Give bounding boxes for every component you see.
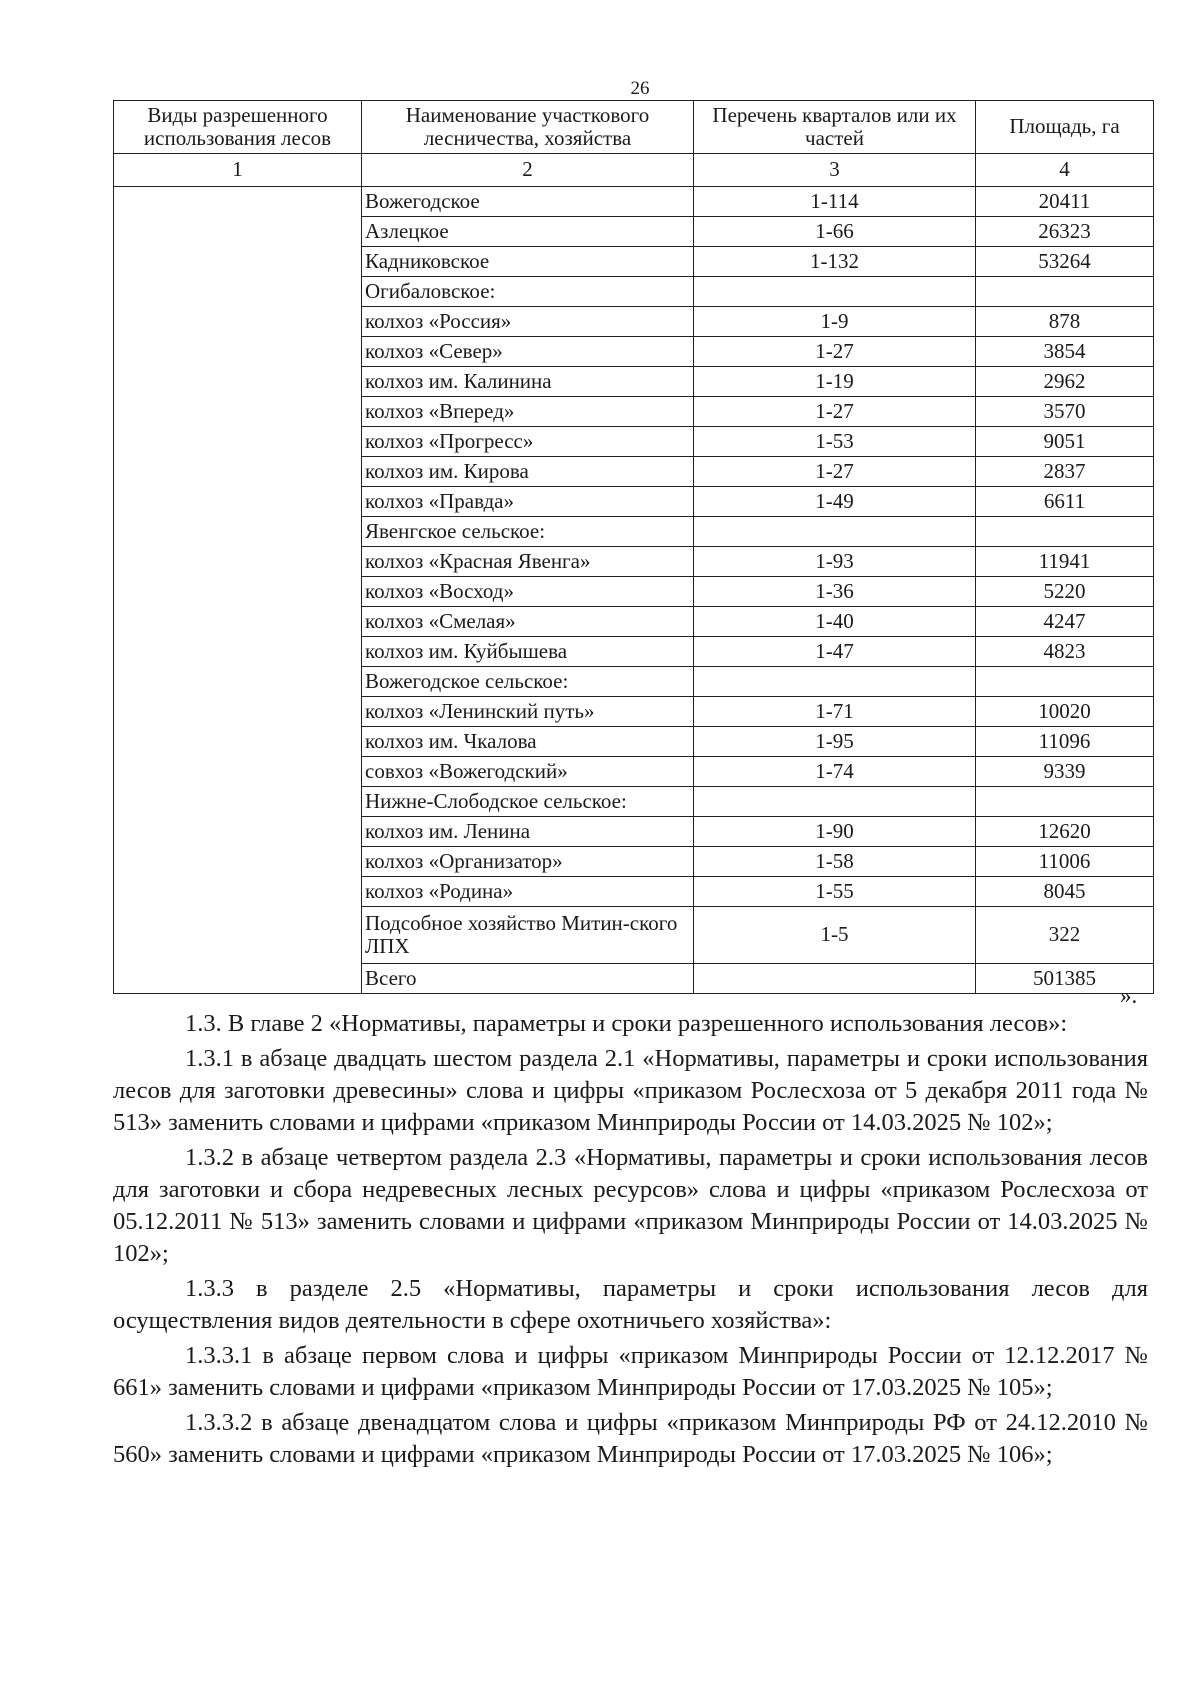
- forestry-name-cell: совхоз «Вожегодский»: [362, 757, 694, 787]
- quarters-cell: 1-132: [694, 247, 976, 277]
- forestry-name-cell: колхоз «Россия»: [362, 307, 694, 337]
- area-cell: [976, 517, 1154, 547]
- page-number: 26: [630, 78, 650, 99]
- quarters-cell: [694, 787, 976, 817]
- table-body: [114, 187, 1154, 994]
- forestry-name-cell: колхоз «Восход»: [362, 577, 694, 607]
- quarters-cell: [694, 667, 976, 697]
- quarters-cell: [694, 277, 976, 307]
- paragraph-1-3: 1.3. В главе 2 «Нормативы, параметры и сроки разрешенного использования лесов»:: [185, 1010, 1068, 1037]
- forestry-name-cell: Всего: [362, 964, 694, 994]
- forest-use-table: [113, 100, 1154, 994]
- area-cell: 9051: [976, 427, 1154, 457]
- forestry-name-cell: Подсобное хозяйство Митин-ского ЛПХ: [362, 907, 694, 964]
- quarters-cell: 1-19: [694, 367, 976, 397]
- quarters-cell: 1-53: [694, 427, 976, 457]
- area-cell: 26323: [976, 217, 1154, 247]
- paragraph-1-3-3: 1.3.3 в разделе 2.5 «Нормативы, параметры и сроки использования лесов для осуществления видов деятельности в сфере охотничьего хозяйства»:: [113, 1275, 1148, 1334]
- area-cell: 3570: [976, 397, 1154, 427]
- forestry-name-cell: Вожегодское сельское:: [362, 667, 694, 697]
- closing-quote: ».: [1120, 983, 1138, 1008]
- quarters-cell: 1-55: [694, 877, 976, 907]
- paragraph-1-3-3-1: 1.3.3.1 в абзаце первом слова и цифры «приказом Минприроды России от 12.12.2017 № 661» заменить словами и цифрами «приказом Минприроды России от 17.03.2025 № 105»;: [113, 1342, 1148, 1401]
- forestry-name-cell: колхоз «Вперед»: [362, 397, 694, 427]
- quarters-cell: 1-114: [694, 187, 976, 217]
- forestry-name-cell: Нижне-Слободское сельское:: [362, 787, 694, 817]
- area-cell: [976, 787, 1154, 817]
- quarters-cell: 1-9: [694, 307, 976, 337]
- area-cell: 20411: [976, 187, 1154, 217]
- area-cell: 2837: [976, 457, 1154, 487]
- quarters-cell: 1-58: [694, 847, 976, 877]
- forestry-name-cell: Явенгское сельское:: [362, 517, 694, 547]
- header-quarters-list: Перечень кварталов или их частей: [694, 101, 976, 154]
- area-cell: 6611: [976, 487, 1154, 517]
- area-cell: 4823: [976, 637, 1154, 667]
- forestry-name-cell: колхоз им. Кирова: [362, 457, 694, 487]
- forestry-name-cell: Вожегодское: [362, 187, 694, 217]
- quarters-cell: 1-47: [694, 637, 976, 667]
- area-cell: 53264: [976, 247, 1154, 277]
- paragraph-1-3-1: 1.3.1 в абзаце двадцать шестом раздела 2.1 «Нормативы, параметры и сроки использования лесов для заготовки древесины» слова и цифры «приказом Рослесхоза от 5 декабря 2011 года № 513» заменить словами и цифрами «приказом Минприроды России от 14.03.2025 № 102»;: [113, 1045, 1148, 1136]
- area-cell: 4247: [976, 607, 1154, 637]
- forestry-name-cell: Огибаловское:: [362, 277, 694, 307]
- kinds-of-use-cell: [114, 187, 362, 994]
- forestry-name-cell: колхоз им. Куйбышева: [362, 637, 694, 667]
- area-cell: 9339: [976, 757, 1154, 787]
- paragraph-1-3-2: 1.3.2 в абзаце четвертом раздела 2.3 «Нормативы, параметры и сроки использования лесов для заготовки и сбора недревесных лесных ресурсов» слова и цифры «приказом Рослесхоза от 05.12.2011 № 513» заменить словами и цифрами «приказом Минприроды России от 14.03.2025 № 102»;: [113, 1144, 1148, 1267]
- header-forestry-name: Наименование участкового лесничества, хозяйства: [362, 101, 694, 154]
- area-cell: 12620: [976, 817, 1154, 847]
- table-header-row: [114, 101, 1154, 154]
- area-cell: 501385: [976, 964, 1154, 994]
- quarters-cell: 1-49: [694, 487, 976, 517]
- forestry-name-cell: колхоз «Организатор»: [362, 847, 694, 877]
- quarters-cell: 1-40: [694, 607, 976, 637]
- area-cell: 11096: [976, 727, 1154, 757]
- area-cell: 8045: [976, 877, 1154, 907]
- area-cell: 11006: [976, 847, 1154, 877]
- quarters-cell: 1-93: [694, 547, 976, 577]
- header-kinds-of-use: Виды разрешенного использования лесов: [114, 101, 362, 154]
- forestry-name-cell: Кадниковское: [362, 247, 694, 277]
- forestry-name-cell: колхоз им. Калинина: [362, 367, 694, 397]
- area-cell: 11941: [976, 547, 1154, 577]
- quarters-cell: 1-71: [694, 697, 976, 727]
- quarters-cell: 1-66: [694, 217, 976, 247]
- forestry-name-cell: колхоз «Север»: [362, 337, 694, 367]
- forestry-name-cell: колхоз «Ленинский путь»: [362, 697, 694, 727]
- column-number: 4: [976, 154, 1154, 187]
- area-cell: 3854: [976, 337, 1154, 367]
- quarters-cell: [694, 964, 976, 994]
- forestry-name-cell: колхоз «Прогресс»: [362, 427, 694, 457]
- column-number: 2: [362, 154, 694, 187]
- column-number: 1: [114, 154, 362, 187]
- quarters-cell: 1-27: [694, 337, 976, 367]
- area-cell: 2962: [976, 367, 1154, 397]
- quarters-cell: 1-36: [694, 577, 976, 607]
- area-cell: 322: [976, 907, 1154, 964]
- quarters-cell: [694, 517, 976, 547]
- header-area: Площадь, га: [976, 101, 1154, 154]
- forestry-name-cell: Азлецкое: [362, 217, 694, 247]
- forestry-name-cell: колхоз «Красная Явенга»: [362, 547, 694, 577]
- paragraph-1-3-3-2: 1.3.3.2 в абзаце двенадцатом слова и цифры «приказом Минприроды РФ от 24.12.2010 № 560» заменить словами и цифрами «приказом Минприроды России от 17.03.2025 № 106»;: [113, 1409, 1148, 1468]
- quarters-cell: 1-74: [694, 757, 976, 787]
- forestry-name-cell: колхоз «Родина»: [362, 877, 694, 907]
- forestry-name-cell: колхоз «Правда»: [362, 487, 694, 517]
- quarters-cell: 1-90: [694, 817, 976, 847]
- area-cell: 5220: [976, 577, 1154, 607]
- table-column-numbers-row: [114, 154, 1154, 187]
- quarters-cell: 1-5: [694, 907, 976, 964]
- forestry-name-cell: колхоз «Смелая»: [362, 607, 694, 637]
- table-row: [114, 187, 1154, 217]
- area-cell: [976, 277, 1154, 307]
- quarters-cell: 1-27: [694, 457, 976, 487]
- amendment-text: [113, 1008, 1148, 1474]
- area-cell: [976, 667, 1154, 697]
- forestry-name-cell: колхоз им. Ленина: [362, 817, 694, 847]
- area-cell: 878: [976, 307, 1154, 337]
- area-cell: 10020: [976, 697, 1154, 727]
- forestry-name-cell: колхоз им. Чкалова: [362, 727, 694, 757]
- quarters-cell: 1-27: [694, 397, 976, 427]
- column-number: 3: [694, 154, 976, 187]
- quarters-cell: 1-95: [694, 727, 976, 757]
